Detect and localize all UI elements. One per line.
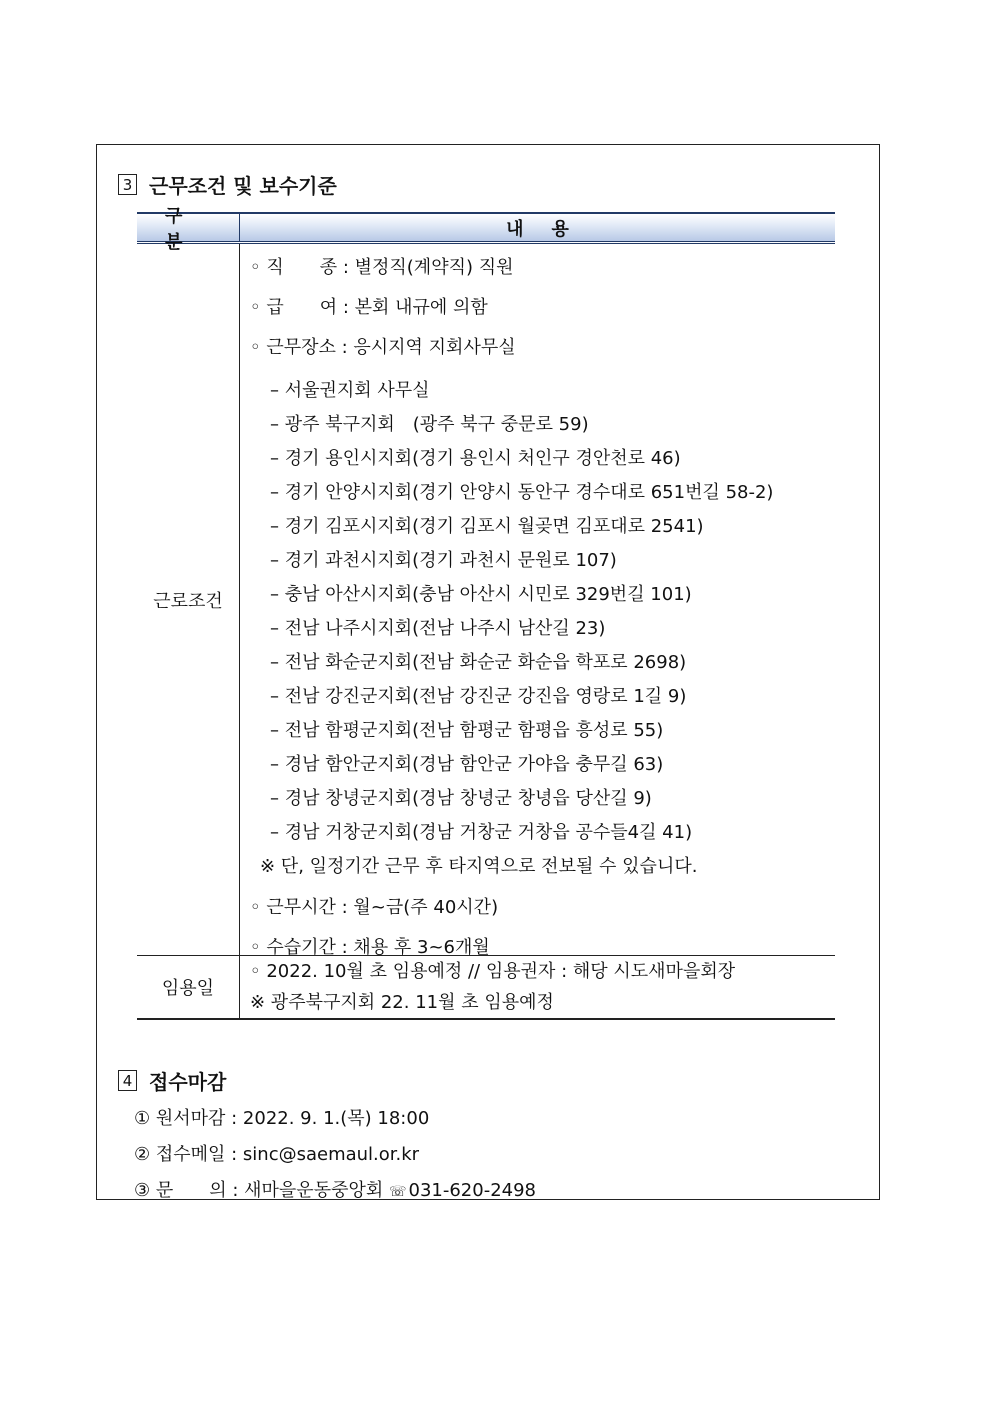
location-item: – 경남 거창군지회(경남 거창군 거창읍 공수들4길 41) — [270, 822, 693, 843]
work-conditions-row — [137, 244, 835, 956]
conditions-table — [137, 205, 835, 1020]
location-item: – 전남 나주시지회(전남 나주시 남산길 23) — [270, 618, 606, 639]
location-item: – 전남 강진군지회(전남 강진군 강진읍 영랑로 1길 9) — [270, 686, 687, 707]
header-content: 내용 — [506, 218, 597, 240]
section-3-number: 3 — [118, 174, 137, 195]
deadline-line: ① 원서마감 : 2022. 9. 1.(목) 18:00 — [134, 1108, 430, 1129]
table-header — [137, 205, 835, 253]
section-3-heading — [118, 170, 337, 199]
location-item: – 경남 함안군지회(경남 함안군 가야읍 충무길 63) — [270, 754, 664, 775]
section-4-heading — [118, 1066, 226, 1095]
transfer-note: ※ 단, 일정기간 근무 후 타지역으로 전보될 수 있습니다. — [260, 856, 698, 877]
section-3-title: 근무조건 및 보수기준 — [149, 174, 337, 198]
appointment-row — [137, 956, 835, 1020]
location-item: – 서울권지회 사무실 — [270, 380, 430, 401]
location-item: – 경남 창녕군지회(경남 창녕군 창녕읍 당산길 9) — [270, 788, 652, 809]
header-category: 구분 — [137, 214, 240, 241]
location-item: – 경기 안양시지회(경기 안양시 동안구 경수대로 651번길 58-2) — [270, 482, 774, 503]
location-item: – 경기 과천시지회(경기 과천시 문원로 107) — [270, 550, 617, 571]
salary-item: ◦ 급 여 : 본회 내규에 의함 — [250, 297, 488, 318]
inquiry-line — [134, 1176, 536, 1202]
work-conditions-content — [240, 244, 835, 958]
job-type-item: ◦ 직 종 : 별정직(계약직) 직원 — [250, 257, 514, 278]
phone-icon: ☏ — [388, 1184, 407, 1200]
email-line[interactable]: ② 접수메일 : sinc@saemaul.or.kr — [134, 1144, 420, 1165]
work-hours-item: ◦ 근무시간 : 월~금(주 40시간) — [250, 897, 499, 918]
inquiry-phone[interactable]: 031-620-2498 — [408, 1180, 537, 1201]
location-item: – 충남 아산시지회(충남 아산시 시민로 329번길 101) — [270, 584, 692, 605]
appointment-content — [240, 956, 835, 1018]
location-item: – 경기 김포시지회(경기 김포시 월곶면 김포대로 2541) — [270, 516, 704, 537]
section-4-number: 4 — [118, 1070, 137, 1091]
appointment-label: 임용일 — [137, 956, 240, 1018]
location-item: – 경기 용인시지회(경기 용인시 처인구 경안천로 46) — [270, 448, 681, 469]
location-item: – 전남 함평군지회(전남 함평군 함평읍 흥성로 55) — [270, 720, 664, 741]
workplace-item: ◦ 근무장소 : 응시지역 지회사무실 — [250, 337, 516, 358]
location-item: – 전남 화순군지회(전남 화순군 화순읍 학포로 2698) — [270, 652, 687, 673]
section-4-title: 접수마감 — [149, 1070, 227, 1094]
inquiry-prefix: ③ 문 의 : 새마을운동중앙회 — [134, 1180, 384, 1201]
location-item: – 광주 북구지회 (광주 북구 중문로 59) — [270, 414, 589, 435]
work-conditions-label: 근로조건 — [137, 244, 240, 955]
appointment-note: ※ 광주북구지회 22. 11월 초 임용예정 — [250, 992, 554, 1013]
appointment-line: ◦ 2022. 10월 초 임용예정 // 임용권자 : 해당 시도새마을회장 — [250, 961, 736, 982]
probation-item: ◦ 수습기간 : 채용 후 3~6개월 — [250, 937, 490, 958]
